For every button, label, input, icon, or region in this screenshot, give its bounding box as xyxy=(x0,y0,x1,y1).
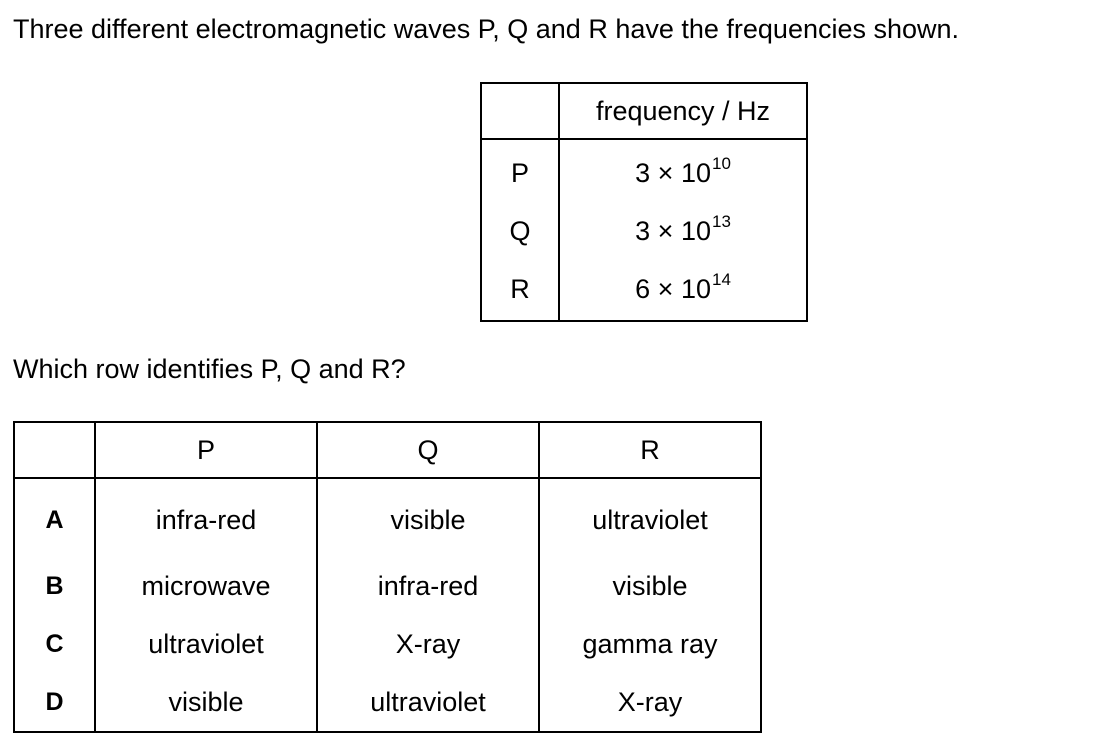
frequency-exponent: 14 xyxy=(711,269,731,289)
frequency-base: 10 xyxy=(680,273,711,304)
frequency-value xyxy=(559,139,807,202)
frequency-value xyxy=(559,260,807,321)
times-sign: × xyxy=(657,215,674,246)
wave-label: Q xyxy=(509,215,531,246)
question-text: Which row identifies P, Q and R? xyxy=(13,354,406,384)
frequency-table-corner-cell xyxy=(481,83,559,139)
frequency-row-r xyxy=(481,260,807,321)
option-p: visible xyxy=(95,673,317,732)
option-p: microwave xyxy=(95,557,317,615)
answer-row-b[interactable] xyxy=(14,557,761,615)
option-letter: B xyxy=(45,571,64,600)
frequency-table xyxy=(480,82,808,322)
times-sign: × xyxy=(657,157,674,188)
frequency-row-q xyxy=(481,202,807,260)
frequency-row-p xyxy=(481,139,807,202)
option-letter: A xyxy=(45,505,64,534)
option-r: visible xyxy=(539,557,761,615)
option-p: ultraviolet xyxy=(95,615,317,673)
answer-row-c[interactable] xyxy=(14,615,761,673)
intro-text: Three different electromagnetic waves P, Q and R have the frequencies shown. xyxy=(13,14,960,44)
answer-row-d[interactable] xyxy=(14,673,761,732)
frequency-column-header: frequency / Hz xyxy=(559,83,807,139)
answer-table-corner-cell xyxy=(14,422,95,478)
frequency-mantissa: 6 xyxy=(635,273,651,304)
frequency-exponent: 13 xyxy=(711,211,731,231)
answer-table xyxy=(13,421,762,733)
wave-label: R xyxy=(510,273,530,304)
frequency-table-header-row xyxy=(481,83,807,139)
frequency-exponent: 10 xyxy=(711,153,731,173)
option-q: ultraviolet xyxy=(317,673,539,732)
times-sign: × xyxy=(657,273,674,304)
frequency-value xyxy=(559,202,807,260)
option-q: X-ray xyxy=(317,615,539,673)
option-p: infra-red xyxy=(95,478,317,557)
column-header-r: R xyxy=(539,422,761,478)
wave-label: P xyxy=(510,157,529,188)
frequency-mantissa: 3 xyxy=(635,157,651,188)
frequency-base: 10 xyxy=(680,157,711,188)
answer-row-a[interactable] xyxy=(14,478,761,557)
answer-table-header-row xyxy=(14,422,761,478)
option-r: gamma ray xyxy=(539,615,761,673)
frequency-mantissa: 3 xyxy=(635,215,651,246)
option-letter: D xyxy=(45,687,64,716)
option-r: ultraviolet xyxy=(539,478,761,557)
column-header-q: Q xyxy=(317,422,539,478)
option-letter: C xyxy=(45,629,64,658)
option-q: visible xyxy=(317,478,539,557)
option-q: infra-red xyxy=(317,557,539,615)
column-header-p: P xyxy=(95,422,317,478)
option-r: X-ray xyxy=(539,673,761,732)
frequency-base: 10 xyxy=(680,215,711,246)
